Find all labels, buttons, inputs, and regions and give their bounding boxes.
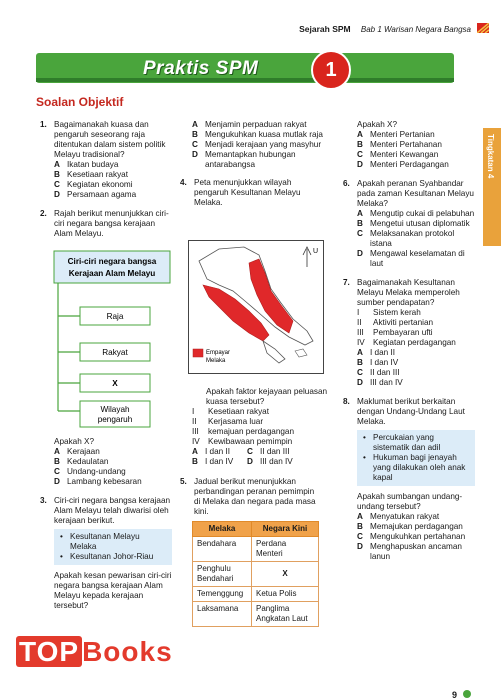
option-text: I dan II [205,447,231,456]
option-key: A [192,447,198,456]
question-text: Bagaimanakah Kesultanan Melayu Melaka memperoleh sumber pendapatan? [357,278,460,307]
column-2 [180,120,332,208]
option-a[interactable] [192,120,332,130]
info-text: Kesultanan Johor-Riau [70,552,154,561]
question-4-body [180,387,332,627]
option-text: I dan IV [370,358,399,367]
question-6 [343,179,475,269]
question-ask: Apakah sumbangan undang-undang tersebut? [357,492,463,511]
option-d[interactable] [54,190,172,200]
question-number: 4. [180,178,187,187]
option-key: B [192,457,198,466]
option-row [192,447,332,457]
node-wilayah-line2: pengaruh [97,415,133,424]
question-text: Bagaimanakah kuasa dan pengaruh seseorang raja ditentukan dalam sistem politik Melayu tradisional? [54,120,166,159]
legend-swatch [193,349,203,357]
option-d[interactable] [357,160,475,170]
banner-number: 1 [311,50,351,90]
table-cell: Penghulu Bendahari [193,562,252,587]
option-key: C [357,368,363,377]
statement-key: IV [192,437,200,446]
table-row [193,587,319,602]
option-a[interactable] [357,348,475,358]
legend-line1: Empayar [206,350,231,356]
banner-title: Praktis SPM [143,58,259,79]
option-key: B [54,170,60,179]
option-c[interactable] [357,150,475,160]
option-key: A [357,512,363,521]
option-text: Mengetui utusan diplomatik [370,219,470,228]
option-text: Kedaulatan [67,457,109,466]
option-b[interactable] [357,522,475,532]
page-header [0,0,501,50]
option-text: Menghapuskan ancaman lanun [370,542,462,561]
node-raja: Raja [106,312,124,321]
option-text: Kesetiaan rakyat [67,170,128,179]
option-key: C [54,467,60,476]
option-text: I dan IV [205,457,234,466]
statement-text: Sistem kerah [373,308,421,317]
statement-key: II [357,318,362,327]
option-key: B [357,358,363,367]
table-cell: Bendahara [193,537,252,562]
running-head [299,24,471,34]
comparison-table [192,521,319,627]
info-text: Hukuman bagi jenayah yang dilakukan oleh anak kapal [373,453,466,482]
option-c[interactable] [247,447,302,457]
option-key: B [54,457,60,466]
info-text: Percukaian yang sistematik dan adil [373,433,441,452]
option-text: Menteri Kewangan [370,150,439,159]
option-a[interactable] [54,160,172,170]
statement-2 [357,318,475,328]
option-b[interactable] [192,130,332,140]
option-d[interactable] [357,249,475,269]
option-text: Kegiatan ekonomi [67,180,133,189]
question-text: Maklumat berikut berkaitan dengan Undang-Undang Laut Melaka. [357,397,465,426]
statement-text: kemajuan perdagangan [208,427,295,436]
concept-diagram [40,243,172,435]
logo-top: TOP [16,636,82,667]
option-text: Mengutip cukai di pelabuhan [370,209,475,218]
option-text: Undang-undang [67,467,126,476]
option-d[interactable] [357,378,475,388]
map-figure [188,240,324,374]
option-key: A [357,348,363,357]
column-1 [40,120,172,611]
column-3 [343,120,475,562]
option-key: B [357,219,363,228]
statement-text: Kewibawaan pemimpin [208,437,293,446]
info-box [54,529,172,565]
option-a[interactable] [357,130,475,140]
node-wilayah-line1: Wilayah [100,405,130,414]
question-8 [343,397,475,562]
small-island [295,349,307,357]
table-cell: Perdana Menteri [252,537,319,562]
option-key: D [192,150,198,159]
table-row [193,537,319,562]
node-rakyat: Rakyat [102,348,128,357]
north-label: U [313,248,319,255]
option-a[interactable] [357,512,475,522]
option-c[interactable] [54,180,172,190]
legend-line2: Melaka [206,358,226,364]
option-key: A [192,120,198,129]
statement-text: Kerjasama luar [208,417,264,426]
question-ask: Apakah X? [357,120,398,129]
question-number: 3. [40,496,47,505]
question-3-continued [192,120,332,170]
option-a[interactable] [357,209,475,219]
table-header: Melaka [193,522,252,537]
option-c[interactable] [54,467,172,477]
statement-4 [192,437,332,447]
option-c[interactable] [357,532,475,542]
table-header-row [193,522,319,537]
option-key: D [357,542,363,551]
option-key: C [357,150,363,159]
question-5-continued [343,120,475,170]
option-text: III dan IV [260,457,293,466]
statement-key: III [192,427,199,436]
question-number: 2. [40,209,47,218]
question-4 [180,178,320,208]
table-cell: Ketua Polis [252,587,319,602]
option-b[interactable] [54,457,172,467]
option-b[interactable] [357,358,475,368]
option-b[interactable] [357,219,475,229]
option-key: A [54,447,60,456]
statement-key: I [357,308,360,317]
question-text: Apakah peranan Syahbandar pada zaman Kesultanan Melayu Melaka? [357,179,474,208]
question-text: Peta menunjukkan wilayah pengaruh Kesultanan Melayu Melaka. [194,178,301,207]
question-text: Jadual berikut menunjukkan perbandingan peranan pemimpin di Melaka dan negara pada masa kini. [194,477,316,516]
chapter-label: Bab 1 Warisan Negara Bangsa [360,25,471,34]
page-marker [463,690,471,698]
question-3 [40,496,172,611]
option-text: Menyatukan rakyat [370,512,440,521]
question-ask: Apakah X? [54,437,95,446]
option-d[interactable] [247,457,302,467]
option-c[interactable] [357,229,475,249]
question-number: 1. [40,120,47,129]
option-d[interactable] [357,542,475,562]
question-number: 6. [343,179,350,188]
question-5 [180,477,320,627]
side-tab-label: Tingkatan 4 [486,134,495,179]
option-text: II dan III [260,447,290,456]
statement-text: Kesetiaan rakyat [208,407,269,416]
statement-text: Kegiatan perdagangan [373,338,456,347]
table-cell: Panglima Angkatan Laut [252,602,319,627]
option-key: B [192,130,198,139]
statement-key: III [357,328,364,337]
option-text: Memantapkan hubungan antarabangsa [205,150,296,169]
diagram-title-box [54,251,170,283]
option-c[interactable] [192,140,332,150]
option-key: D [357,378,363,387]
question-2 [40,209,172,487]
statement-3 [357,328,475,338]
option-text: Mengukuhkan kuasa mutlak raja [205,130,323,139]
option-key: D [54,477,60,486]
statement-text: Pembayaran ufti [373,328,433,337]
side-tab [483,128,501,246]
option-text: III dan IV [370,378,403,387]
option-text: Memajukan perdagangan [370,522,463,531]
option-text: Melaksanakan protokol istana [370,229,455,248]
question-number: 5. [180,477,187,486]
option-text: Persamaan agama [67,190,137,199]
section-title: Soalan Objektif [36,95,124,109]
option-row [192,457,332,467]
question-ask: Apakah faktor kejayaan peluasan kuasa tersebut? [206,387,328,406]
option-text: Menteri Perdagangan [370,160,449,169]
option-text: I dan II [370,348,396,357]
table-row [193,562,319,587]
node-x: X [112,379,118,388]
statement-key: I [192,407,195,416]
question-text: Rajah berikut menunjukkan ciri-ciri negara bangsa kerajaan Alam Melayu. [54,209,169,238]
option-key: B [357,140,363,149]
option-text: Menjamin perpaduan rakyat [205,120,307,129]
option-text: Lambang kebesaran [67,477,142,486]
option-text: Kerajaan [67,447,100,456]
option-c[interactable] [357,368,475,378]
page-number: 9 [451,690,457,700]
table-cell: Temenggung [193,587,252,602]
question-ask: Apakah kesan pewarisan ciri-ciri negara bangsa kerajaan Alam Melayu kepada kerajaan tersebut? [54,571,172,610]
option-text: Menjadi kerajaan yang masyhur [205,140,322,149]
option-key: D [357,249,363,258]
option-d[interactable] [192,150,332,170]
question-7 [343,278,475,388]
statement-1 [192,407,332,417]
info-item: • Hukuman bagi jenayah yang dilakukan oleh anak kapal [363,453,469,483]
info-item: • Kesultanan Melayu Melaka [60,532,166,552]
option-b[interactable] [357,140,475,150]
info-item: • Percukaian yang sistematik dan adil [363,433,469,453]
option-a[interactable] [54,447,172,457]
option-key: D [357,160,363,169]
question-number: 8. [343,397,350,406]
subject-label: Sejarah SPM [299,24,351,34]
question-text: Ciri-ciri negara bangsa kerajaan Alam Melayu telah diwarisi oleh kerajaan berikut. [54,496,171,525]
table-cell: Laksamana [193,602,252,627]
option-text: II dan III [370,368,400,377]
brand-logo [16,636,173,668]
diagram-title-line2: Kerajaan Alam Melayu [68,269,156,278]
option-key: C [247,447,253,456]
option-key: C [357,229,363,238]
option-key: B [357,522,363,531]
question-number: 7. [343,278,350,287]
flag-icon [477,23,489,33]
info-text: Kesultanan Melayu Melaka [70,532,140,551]
option-a[interactable] [192,447,247,457]
table-cell: X [252,562,319,587]
logo-rest: Books [82,636,173,667]
option-key: C [357,532,363,541]
option-key: D [247,457,253,466]
option-key: D [54,190,60,199]
option-key: A [357,209,363,218]
statement-2 [192,417,332,427]
info-box [357,430,475,486]
statement-text: Aktiviti pertanian [373,318,434,327]
statement-key: IV [357,338,365,347]
land-south [263,341,285,363]
option-b[interactable] [192,457,247,467]
info-item: • Kesultanan Johor-Riau [60,552,154,561]
option-text: Menteri Pertanian [370,130,435,139]
statement-4 [357,338,475,348]
option-key: C [54,180,60,189]
option-key: A [54,160,60,169]
option-text: Mengukuhkan pertahanan [370,532,466,541]
option-d[interactable] [54,477,172,487]
option-key: C [192,140,198,149]
statement-key: II [192,417,197,426]
diagram-title-line1: Ciri-ciri negara bangsa [67,257,157,266]
option-b[interactable] [54,170,172,180]
option-text: Ikatan budaya [67,160,119,169]
table-header: Negara Kini [252,522,319,537]
option-key: A [357,130,363,139]
option-text: Mengawal keselamatan di laut [370,249,465,268]
statement-3 [192,427,332,437]
question-1 [40,120,172,200]
option-text: Menteri Pertahanan [370,140,442,149]
table-row [193,602,319,627]
statement-1 [357,308,475,318]
